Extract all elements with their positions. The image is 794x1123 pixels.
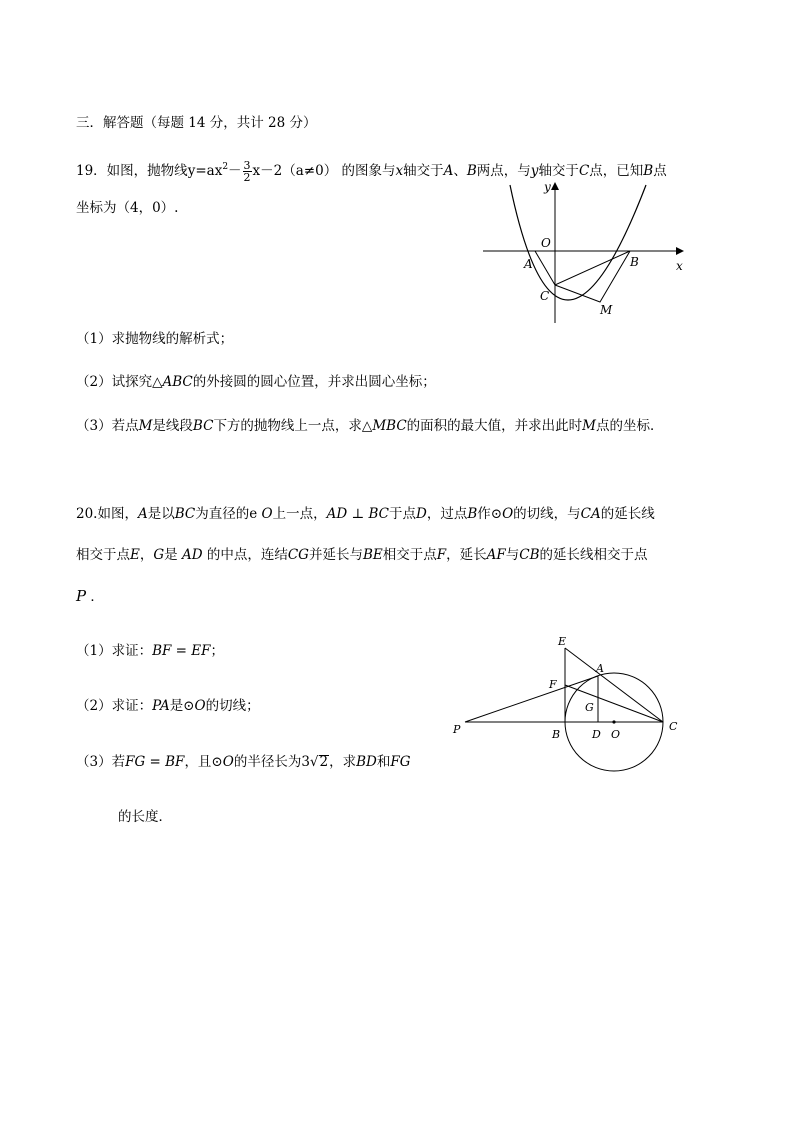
q20-cb: CB xyxy=(519,547,540,563)
q20-p7: 作⊙ xyxy=(477,506,503,522)
q20-l2d: 的中点，连结 xyxy=(206,547,288,563)
q20-p2: 是以 xyxy=(147,506,175,522)
q20-l2h: 与 xyxy=(505,547,520,563)
q19-line2: 坐标为（4，0）. xyxy=(76,200,179,216)
q20-sub2 xyxy=(76,698,260,714)
q20-line-fc xyxy=(565,685,663,722)
q19-triangle-abc xyxy=(535,251,630,285)
q19-frac-numerator: 3 xyxy=(243,159,251,172)
q20-p1: 20.如图， xyxy=(76,506,138,522)
q20-s3fg: FG xyxy=(390,754,411,770)
q20-p6: ，过点 xyxy=(426,506,468,522)
q20-s1a: （1）求证： xyxy=(76,643,153,659)
q19-fig-label-m: M xyxy=(600,303,613,317)
q20-s3bd: BD xyxy=(356,754,377,770)
q19-y-axis: y xyxy=(530,163,539,179)
q20-ca: CA xyxy=(580,506,601,522)
q19-triangle-mbc xyxy=(555,251,630,302)
q20-a: A xyxy=(137,506,148,522)
q20-fig-label-b: B xyxy=(552,728,561,741)
q20-s3num: 3 xyxy=(301,754,310,770)
q20-s3rad: 2 xyxy=(319,754,329,770)
q20-f: F xyxy=(436,547,447,563)
q20-o2: O xyxy=(502,506,514,522)
q20-s3o: O xyxy=(222,754,234,770)
q20-s1b: ； xyxy=(210,643,224,659)
q19-sub3-d: 的面积的最大值，并求出此时 xyxy=(406,418,583,434)
q19-sub2-abc: ABC xyxy=(162,374,193,390)
q19-text-c: 两点，与 xyxy=(476,163,531,179)
q19-eq-y: y=a xyxy=(187,163,215,179)
q19-sub3-bc: BC xyxy=(192,418,214,434)
q20-g: G xyxy=(153,547,165,563)
q19-eq-tail: x－2（a≠0） xyxy=(252,163,338,179)
q20-be: BE xyxy=(362,547,383,563)
q20-e: E xyxy=(130,547,140,563)
q20-p4: 上一点， xyxy=(272,506,327,522)
q20-ad: AD xyxy=(326,506,348,522)
q20-l2c: 是 xyxy=(164,547,178,563)
q20-l2i: 的延长线相交于点 xyxy=(539,547,648,563)
q20-s3b: ，且⊙ xyxy=(184,754,223,770)
q19-text-f: 点 xyxy=(653,163,667,179)
q20-s3a: （3）若 xyxy=(76,754,126,770)
q20-bc: BC xyxy=(174,506,196,522)
q19-text-d: 轴交于 xyxy=(538,163,579,179)
q19-fig-label-y: y xyxy=(544,180,551,194)
q20-center-dot xyxy=(612,720,615,723)
q20-l2g: ，延长 xyxy=(446,547,487,563)
q19-parabola-curve xyxy=(510,185,646,300)
q20-p8: 的切线，与 xyxy=(513,506,581,522)
q20-p5: 于点 xyxy=(389,506,417,522)
q20-s3e: 和 xyxy=(376,754,391,770)
q19-pt-a: A xyxy=(443,163,454,179)
q19-sub3-mbc: MBC xyxy=(372,418,407,434)
q19-fig-label-b: B xyxy=(630,255,639,269)
q19-number: 19．如图，抛物线 xyxy=(76,163,188,179)
q20-s2a: （2）求证： xyxy=(76,698,153,714)
q20-s2c: 的切线； xyxy=(205,698,260,714)
q20-b: B xyxy=(467,506,478,522)
q20-fig-label-a: A xyxy=(596,662,604,675)
q20-circle-e: e xyxy=(249,506,258,522)
q20-fig-label-c: C xyxy=(669,720,678,733)
q19-pt-c: C xyxy=(578,163,590,179)
q20-sqrt: √2 xyxy=(309,754,329,770)
q19-sub3-a: （3）若点 xyxy=(76,418,139,434)
q19-fig-label-c: C xyxy=(540,289,550,303)
q19-sub3-b: 是线段 xyxy=(152,418,193,434)
q20-l2b: ， xyxy=(139,547,154,563)
q20-line1 xyxy=(76,506,655,522)
q20-fig-label-o: O xyxy=(611,728,621,741)
q20-s2pa: PA xyxy=(152,698,170,714)
q20-l2a: 相交于点 xyxy=(76,547,130,563)
q19-sub3 xyxy=(76,418,663,434)
q20-line2 xyxy=(76,547,647,563)
q20-sub3-cont: 的长度． xyxy=(118,809,172,825)
q20-p9: 的延长线 xyxy=(600,506,655,522)
q20-af: AF xyxy=(486,547,506,563)
q19-sub2-a: （2）试探究△ xyxy=(76,374,163,390)
q19-eq-x: x xyxy=(214,163,223,179)
q19-sub3-c: 下方的抛物线上一点，求△ xyxy=(213,418,373,434)
q20-l2e: 并延长与 xyxy=(308,547,363,563)
q20-fig-label-e: E xyxy=(558,635,567,648)
q20-s1eq: BF = EF xyxy=(152,643,211,659)
q20-fig-label-p: P xyxy=(453,723,461,736)
q20-line-ec xyxy=(565,648,663,722)
q19-x-axis: x xyxy=(395,163,404,179)
q19-parabola-figure xyxy=(478,175,693,325)
q20-l2f: 相交于点 xyxy=(382,547,437,563)
q20-sub3 xyxy=(76,754,411,770)
q20-fig-label-d: D xyxy=(592,728,601,741)
q19-fraction xyxy=(243,160,252,183)
q20-s2b: 是⊙ xyxy=(169,698,195,714)
q19-sub2-b: 的外接圆的圆心位置，并求出圆心坐标； xyxy=(192,374,436,390)
q20-perp: ⊥ xyxy=(351,506,365,522)
q19-sub2 xyxy=(76,374,436,390)
q20-fig-label-f: F xyxy=(549,678,557,691)
q19-pt-b: B xyxy=(466,163,477,179)
q19-text-e: 点，已知 xyxy=(589,163,644,179)
q20-s3c: 的半径长为 xyxy=(233,754,302,770)
q20-line3 xyxy=(76,588,104,605)
q19-fig-label-a: A xyxy=(524,257,533,271)
q19-frac-denominator: 2 xyxy=(243,171,251,184)
q20-s3eq: FG = BF xyxy=(125,754,185,770)
q20-o: O xyxy=(261,506,273,522)
q20-bc2: BC xyxy=(368,506,390,522)
q19-text-a: 的图象与 xyxy=(341,163,396,179)
q20-d: D xyxy=(416,506,427,522)
q19-sub3-e: 点的坐标． xyxy=(595,418,664,434)
q19-sub1: （1）求抛物线的解析式； xyxy=(76,331,234,347)
q20-circle-figure xyxy=(445,630,690,780)
q20-ad2: AD xyxy=(181,547,203,563)
q19-fig-label-x: x xyxy=(676,259,683,273)
q20-p: P xyxy=(76,587,87,605)
q20-line-pa xyxy=(465,676,598,722)
q20-fig-label-g: G xyxy=(585,701,594,714)
q20-sub1 xyxy=(76,643,224,659)
q19-eq-minus: － xyxy=(228,163,242,179)
q19-dun: 、 xyxy=(453,163,467,179)
q19-sub3-m: M xyxy=(138,418,153,434)
section-title: 三．解答题（每题 14 分，共计 28 分） xyxy=(76,115,317,131)
q19-pt-b2: B xyxy=(643,163,654,179)
q19-eq-exp: 2 xyxy=(222,162,229,172)
q20-s2o: O xyxy=(194,698,206,714)
q20-p3: 为直径的 xyxy=(195,506,250,522)
q20-cg: CG xyxy=(287,547,309,563)
q20-s3d: ，求 xyxy=(329,754,357,770)
q19-sub3-m2: M xyxy=(582,418,596,434)
q20-l3b: ． xyxy=(90,589,104,605)
q19-fig-label-o: O xyxy=(541,236,551,250)
q19-text-b: 轴交于 xyxy=(403,163,444,179)
